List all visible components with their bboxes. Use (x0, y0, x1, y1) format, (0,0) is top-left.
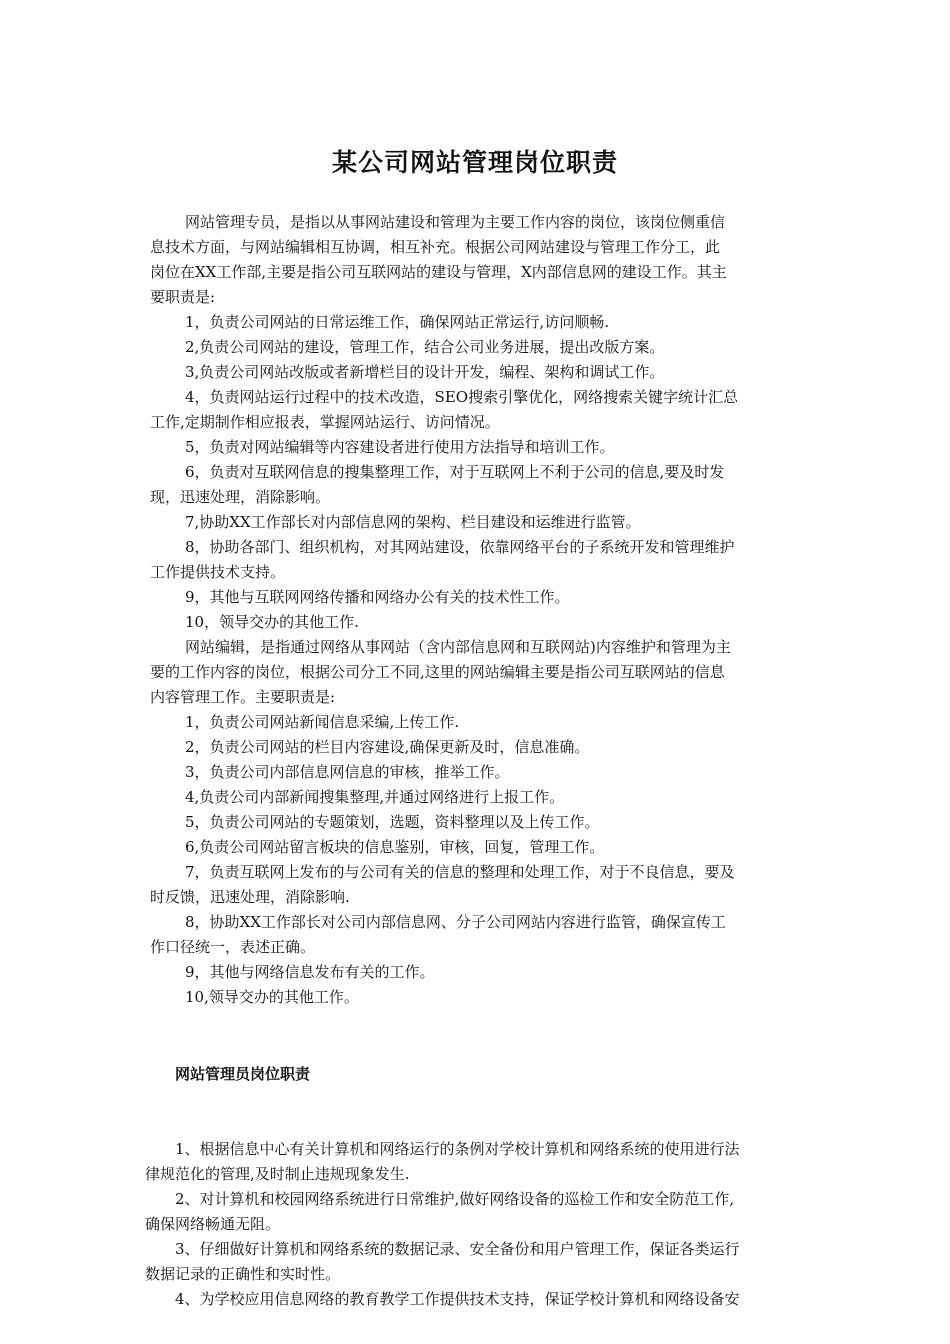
paragraph-line: 1，负责公司网站新闻信息采编,上传工作. (185, 713, 460, 731)
page-title: 某公司网站管理岗位职责 (331, 148, 618, 177)
paragraph-line: 8，协助XX工作部长对公司内部信息网、分子公司网站内容进行监管，确保宣传工 (185, 913, 726, 931)
paragraph-line: 4,负责公司内部新闻搜集整理,并通过网络进行上报工作。 (185, 788, 565, 806)
paragraph-line: 现，迅速处理，消除影响。 (150, 488, 331, 506)
paragraph-line: 确保网络畅通无阻。 (145, 1215, 281, 1233)
paragraph-line: 7,协助XX工作部长对内部信息网的架构、栏目建设和运维进行监管。 (185, 513, 641, 531)
paragraph-line: 4，负责网站运行过程中的技术改造，SEO搜索引擎优化，网络搜索关键字统计汇总 (185, 388, 739, 406)
paragraph-line: 岗位在XX工作部,主要是指公司互联网站的建设与管理，X内部信息网的建设工作。其主 (150, 263, 727, 281)
paragraph-line: 3,负责公司网站改版或者新增栏目的设计开发，编程、架构和调试工作。 (185, 363, 665, 381)
paragraph-line: 5，负责对网站编辑等内容建设者进行使用方法指导和培训工作。 (185, 438, 615, 456)
paragraph-line: 2，负责公司网站的栏目内容建设,确保更新及时，信息准确。 (185, 738, 590, 756)
paragraph-line: 7，负责互联网上发布的与公司有关的信息的整理和处理工作，对于不良信息，要及 (185, 863, 735, 881)
section-website-duties (150, 210, 810, 1010)
paragraph-line: 息技术方面，与网站编辑相互协调，相互补充。根据公司网站建设与管理工作分工，此 (150, 238, 721, 256)
paragraph-line: 5，负责公司网站的专题策划，选题，资料整理以及上传工作。 (185, 813, 600, 831)
paragraph-line: 9，其他与网络信息发布有关的工作。 (185, 963, 435, 981)
paragraph-line: 2,负责公司网站的建设，管理工作，结合公司业务进展，提出改版方案。 (185, 338, 665, 356)
paragraph-line: 6,负责公司网站留言板块的信息鉴别，审核，回复，管理工作。 (185, 838, 605, 856)
paragraph-line: 2、对计算机和校园网络系统进行日常维护,做好网络设备的巡检工作和安全防范工作, (175, 1190, 735, 1208)
paragraph-line: 律规范化的管理,及时制止违规现象发生. (145, 1165, 410, 1183)
paragraph-line: 4、为学校应用信息网络的教育教学工作提供技术支持，保证学校计算机和网络设备安 (175, 1290, 740, 1308)
paragraph-line: 工作提供技术支持。 (150, 563, 286, 581)
paragraph-line: 要职责是: (150, 288, 216, 306)
section-admin-duties (145, 1012, 810, 1312)
paragraph-line: 8，协助各部门、组织机构，对其网站建设，依靠网络平台的子系统开发和管理维护 (185, 538, 735, 556)
paragraph-line: 数据记录的正确性和实时性。 (145, 1265, 341, 1283)
paragraph-line: 6，负责对互联网信息的搜集整理工作，对于互联网上不利于公司的信息,要及时发 (185, 463, 725, 481)
paragraph-line: 网站管理专员，是指以从事网站建设和管理为主要工作内容的岗位，该岗位侧重信 (185, 213, 726, 231)
paragraph-line: 内容管理工作。主要职责是: (150, 688, 336, 706)
paragraph-line: 作口径统一，表述正确。 (150, 938, 316, 956)
paragraph-line: 10,领导交办的其他工作。 (185, 988, 359, 1006)
section-heading: 网站管理员岗位职责 (175, 1065, 311, 1083)
paragraph-line: 时反馈，迅速处理，消除影响. (150, 888, 350, 906)
paragraph-line: 工作,定期制作相应报表，掌握网站运行、访问情况。 (150, 413, 500, 431)
paragraph-line: 9，其他与互联网网络传播和网络办公有关的技术性工作。 (185, 588, 570, 606)
paragraph-line: 要的工作内容的岗位，根据公司分工不同,这里的网站编辑主要是指公司互联网站的信息 (150, 663, 725, 681)
paragraph-line: 10，领导交办的其他工作. (185, 613, 359, 631)
paragraph-line: 1、根据信息中心有关计算机和网络运行的条例对学校计算机和网络系统的使用进行法 (175, 1140, 740, 1158)
paragraph-line: 3、仔细做好计算机和网络系统的数据记录、安全备份和用户管理工作，保证各类运行 (175, 1240, 740, 1258)
paragraph-line: 1，负责公司网站的日常运维工作，确保网站正常运行,访问顺畅. (185, 313, 610, 331)
paragraph-line: 3，负责公司内部信息网信息的审核，推举工作。 (185, 763, 510, 781)
paragraph-line: 网站编辑，是指通过网络从事网站（含内部信息网和互联网站)内容维护和管理为主 (185, 638, 731, 656)
